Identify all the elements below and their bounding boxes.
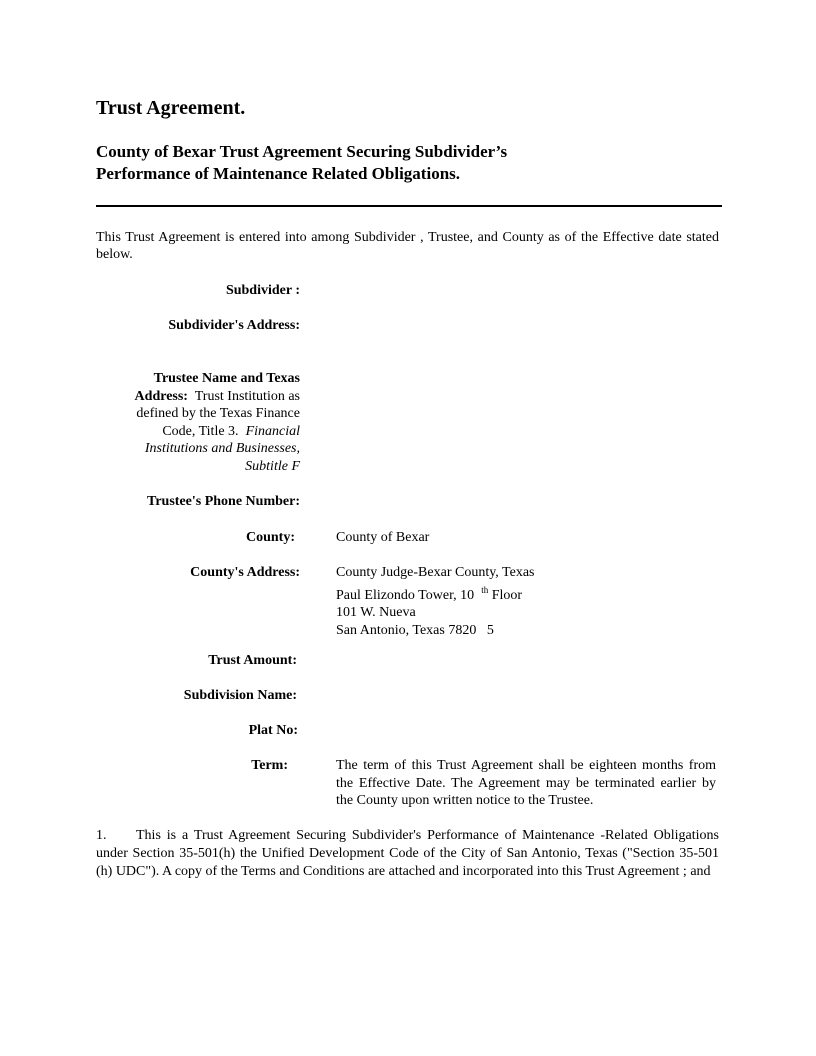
clause-1-number: 1. bbox=[96, 828, 107, 843]
clause-1 bbox=[96, 827, 719, 881]
county-address-line2 bbox=[336, 584, 523, 603]
term-value: The term of this Trust Agreement shall be eighteen months from the Effective Date. The Agreement may be terminated earlier by the County upon written notice to the Trustee. bbox=[336, 758, 716, 808]
county-address-line1: County Judge-Bexar County, Texas bbox=[336, 565, 535, 580]
trustee-label-address: Address: bbox=[134, 388, 188, 404]
trustee-name-address-label bbox=[110, 370, 300, 475]
county-address-line2-pre: Paul Elizondo Tower, 10 bbox=[336, 587, 475, 603]
subdivider-address-label: Subdivider's Address: bbox=[168, 318, 300, 333]
trustee-description: Trust Institution as defined by the Texas Finance Code, Title 3. bbox=[136, 388, 300, 439]
county-address bbox=[336, 564, 535, 639]
document-title: Trust Agreement. bbox=[96, 97, 246, 119]
county-address-label: County's Address: bbox=[190, 565, 300, 580]
ordinal-suffix: th bbox=[481, 584, 489, 595]
intro-paragraph: This Trust Agreement is entered into among Subdivider , Trustee, and County as of the Effective date stated below. bbox=[96, 230, 719, 262]
trustee-description-italic: Financial Institutions and Businesses, Subtitle F bbox=[144, 423, 300, 474]
plat-no-label: Plat No: bbox=[248, 723, 298, 738]
trustee-phone-label: Trustee's Phone Number: bbox=[147, 494, 300, 509]
subdivision-name-label: Subdivision Name: bbox=[183, 688, 297, 703]
clause-1-text: This is a Trust Agreement Securing Subdivider's Performance of Maintenance -Related Obligations under Section 35-501(h) the Unified Development Code of the City of San Antonio, Texas ("Section 35-501 (h) UDC"). A copy of the Terms and Conditions are attached and incorporated into this Trust Agreement ; and bbox=[96, 828, 719, 879]
subtitle-line-2: Performance of Maintenance Related Obligations. bbox=[96, 164, 461, 183]
horizontal-rule bbox=[96, 205, 722, 207]
term-label: Term: bbox=[251, 758, 288, 773]
document-subtitle bbox=[96, 141, 507, 185]
subdivider-label: Subdivider : bbox=[225, 283, 300, 298]
subtitle-line-1: County of Bexar Trust Agreement Securing Subdivider’s bbox=[96, 142, 508, 161]
county-address-line3: 101 W. Nueva bbox=[336, 605, 416, 620]
county-label: County: bbox=[245, 530, 295, 545]
trust-amount-label: Trust Amount: bbox=[208, 653, 297, 668]
county-address-line2-post: Floor bbox=[491, 587, 523, 603]
county-address-line4: San Antonio, Texas 7820 5 bbox=[336, 622, 494, 638]
county-value: County of Bexar bbox=[336, 530, 430, 545]
trustee-label-line1: Trustee Name and Texas bbox=[153, 371, 300, 386]
